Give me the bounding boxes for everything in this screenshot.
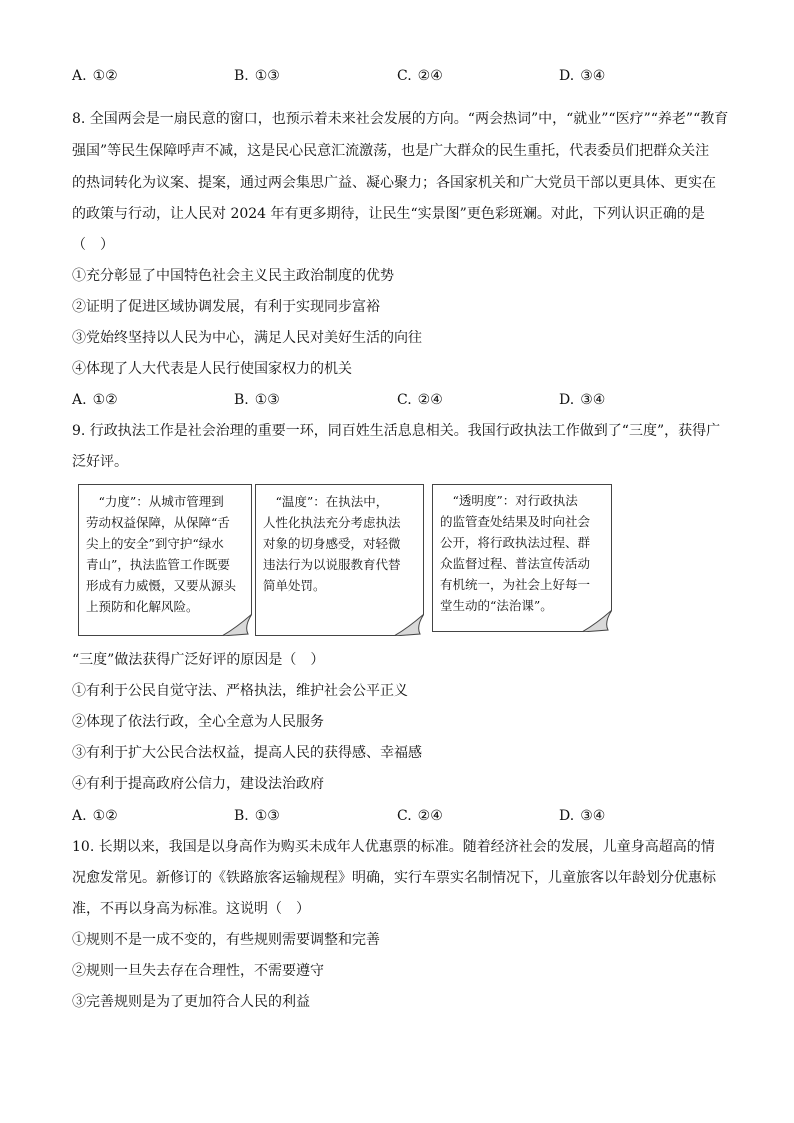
page-curl-icon [222,614,252,636]
q8-statement: ②证明了促进区域协调发展，有利于实现同步富裕 [72,299,380,315]
q8-statement: ④体现了人大代表是人民行使国家权力的机关 [72,361,352,377]
q8-option-b[interactable]: B. ①③ [234,392,280,408]
card-toumingdu: “透明度”：对行政执法 的监管查处结果及时向社会 公开，将行政执法过程、群 众监督过程、普法宣传活动 有机统一，为社会上好每一 堂生动的“法治课”。 [432,484,612,632]
top-options [72,66,722,86]
q8-option-a[interactable]: A. ①② [72,392,118,408]
option-b[interactable]: B. ①③ [234,68,280,84]
q9-option-c[interactable]: C. ②④ [397,808,443,824]
q9-prompt: “三度”做法获得广泛好评的原因是（ ） [72,652,325,668]
card-lidu: “力度”：从城市管理到 劳动权益保障，从保障“舌 尖上的安全”到守护“绿水 青山”，执法监管工作既要 形成有力威慑，又要从源头 上预防和化解风险。 [78,484,252,636]
q9-option-b[interactable]: B. ①③ [234,808,280,824]
q10-stem-line: 10. 长期以来，我国是以身高作为购买未成年人优惠票的标准。随着经济社会的发展，儿童身高超高的情 [72,839,715,855]
q10-stem-line: 况愈发常见。新修订的《铁路旅客运输规程》明确，实行车票实名制情况下，儿童旅客以年龄划分优惠标 [72,870,716,886]
q9-option-a[interactable]: A. ①② [72,808,118,824]
q9-statement: ①有利于公民自觉守法、严格执法，维护社会公平正义 [72,683,408,699]
q10-statement: ①规则不是一成不变的，有些规则需要调整和完善 [72,932,380,948]
q8-statement: ③党始终坚持以人民为中心，满足人民对美好生活的向往 [72,330,422,346]
page-curl-icon [582,610,612,632]
option-c[interactable]: C. ②④ [397,68,443,84]
q8-options [72,390,722,410]
q9-statement: ③有利于扩大公民合法权益，提高人民的获得感、幸福感 [72,745,422,761]
q9-statement: ④有利于提高政府公信力，建设法治政府 [72,776,324,792]
q9-options [72,806,722,826]
q8-statement: ①充分彰显了中国特色社会主义民主政治制度的优势 [72,268,394,284]
q8-option-c[interactable]: C. ②④ [397,392,443,408]
q9-stem-line: 泛好评。 [72,454,128,470]
q10-statement: ③完善规则是为了更加符合人民的利益 [72,994,310,1010]
q8-stem-line: 的热词转化为议案、提案，通过两会集思广益、凝心聚力；各国家机关和广大党员干部以更具体、更实在 [72,175,716,191]
q8-stem-line: 8. 全国两会是一扇民意的窗口，也预示着未来社会发展的方向。“两会热词”中，“就业”“医疗”“养老”“教育 [72,111,729,127]
q8-stem-line: 强国”等民生保障呼声不减，这是民心民意汇流激荡，也是广大群众的民生重托，代表委员们把群众关注 [72,143,710,159]
page-curl-icon [394,614,424,636]
option-d[interactable]: D. ③④ [559,68,606,84]
option-a[interactable]: A. ①② [72,68,118,84]
q9-stem-line: 9. 行政执法工作是社会治理的重要一环，同百姓生活息息相关。我国行政执法工作做到了“三度”，获得广 [72,423,721,439]
q8-answer-blank: （ ） [72,237,114,253]
q8-stem-line: 的政策与行动，让人民对 2024 年有更多期待，让民生“实景图”更色彩斑斓。对此，下列认识正确的是 [72,206,705,222]
q10-statement: ②规则一旦失去存在合理性，不需要遵守 [72,963,324,979]
card-wendu: “温度”：在执法中， 人性化执法充分考虑执法 对象的切身感受，对轻微 违法行为以说服教育代替 简单处罚。 [255,484,424,636]
q9-statement: ②体现了依法行政，全心全意为人民服务 [72,714,324,730]
q8-option-d[interactable]: D. ③④ [559,392,606,408]
q9-option-d[interactable]: D. ③④ [559,808,606,824]
q10-stem-line: 准，不再以身高为标准。这说明（ ） [72,901,310,917]
